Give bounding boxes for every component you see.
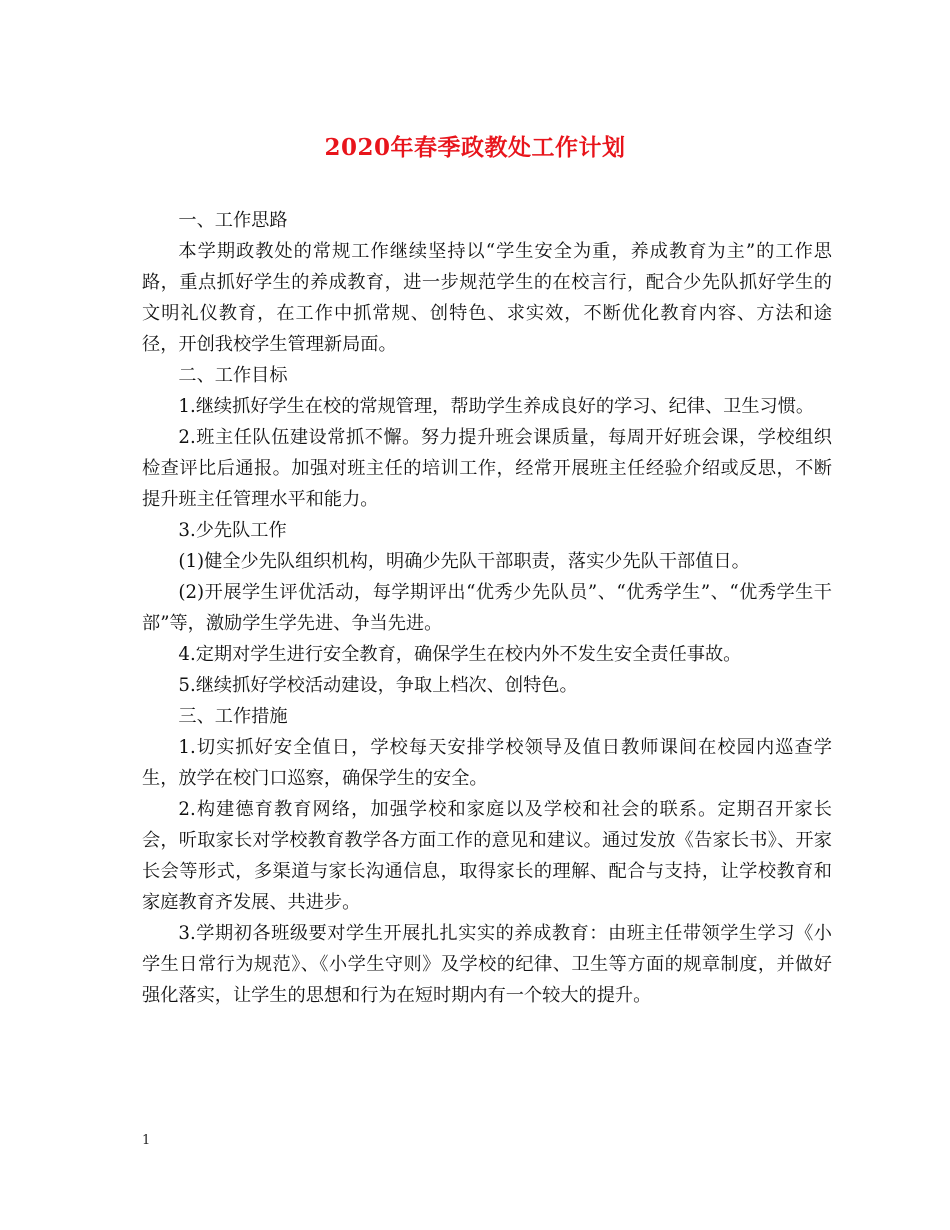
paragraph-work-idea: 本学期政教处的常规工作继续坚持以“学生安全为重，养成教育为主”的工作思路，重点抓好学生的养成教育，进一步规范学生的在校言行，配合少先队抓好学生的文明礼仪教育，在工作中抓常规、创特色、求实效，不断优化教育内容、方法和途径，开创我校学生管理新局面。 (142, 241, 832, 355)
document-body (142, 205, 832, 1011)
goal-item-5: 5.继续抓好学校活动建设，争取上档次、创特色。 (178, 675, 578, 696)
page-number: 1 (142, 1133, 151, 1148)
measure-item-1: 1.切实抓好安全值日，学校每天安排学校领导及值日教师课间在校园内巡查学生，放学在校门口巡察，确保学生的安全。 (142, 737, 832, 789)
goal-item-3-sub-1: (1)健全少先队组织机构，明确少先队干部职责，落实少先队干部值日。 (178, 551, 750, 572)
goal-item-1: 1.继续抓好学生在校的常规管理，帮助学生养成良好的学习、纪律、卫生习惯。 (178, 396, 815, 417)
heading-work-goals: 二、工作目标 (178, 365, 288, 386)
goal-item-4: 4.定期对学生进行安全教育，确保学生在校内外不发生安全责任事故。 (178, 644, 742, 665)
measure-item-3: 3.学期初各班级要对学生开展扎扎实实的养成教育：由班主任带领学生学习《小学生日常行为规范》、《小学生守则》及学校的纪律、卫生等方面的规章制度，并做好强化落实，让学生的思想和行为在短时期内有一个较大的提升。 (142, 923, 832, 1006)
heading-work-idea: 一、工作思路 (178, 210, 288, 231)
document-title: 2020年春季政教处工作计划 (324, 134, 626, 161)
goal-item-2: 2.班主任队伍建设常抓不懈。努力提升班会课质量，每周开好班会课，学校组织检查评比后通报。加强对班主任的培训工作，经常开展班主任经验介绍或反思，不断提升班主任管理水平和能力。 (142, 427, 832, 510)
measure-item-2: 2.构建德育教育网络，加强学校和家庭以及学校和社会的联系。定期召开家长会，听取家长对学校教育教学各方面工作的意见和建议。通过发放《告家长书》、开家长会等形式，多渠道与家长沟通信息，取得家长的理解、配合与支持，让学校教育和家庭教育齐发展、共进步。 (142, 799, 832, 913)
heading-work-measures: 三、工作措施 (178, 706, 288, 727)
goal-item-3: 3.少先队工作 (178, 520, 287, 541)
goal-item-3-sub-2: (2)开展学生评优活动，每学期评出“优秀少先队员”、“优秀学生”、“优秀学生干部”等，激励学生学先进、争当先进。 (142, 582, 832, 634)
